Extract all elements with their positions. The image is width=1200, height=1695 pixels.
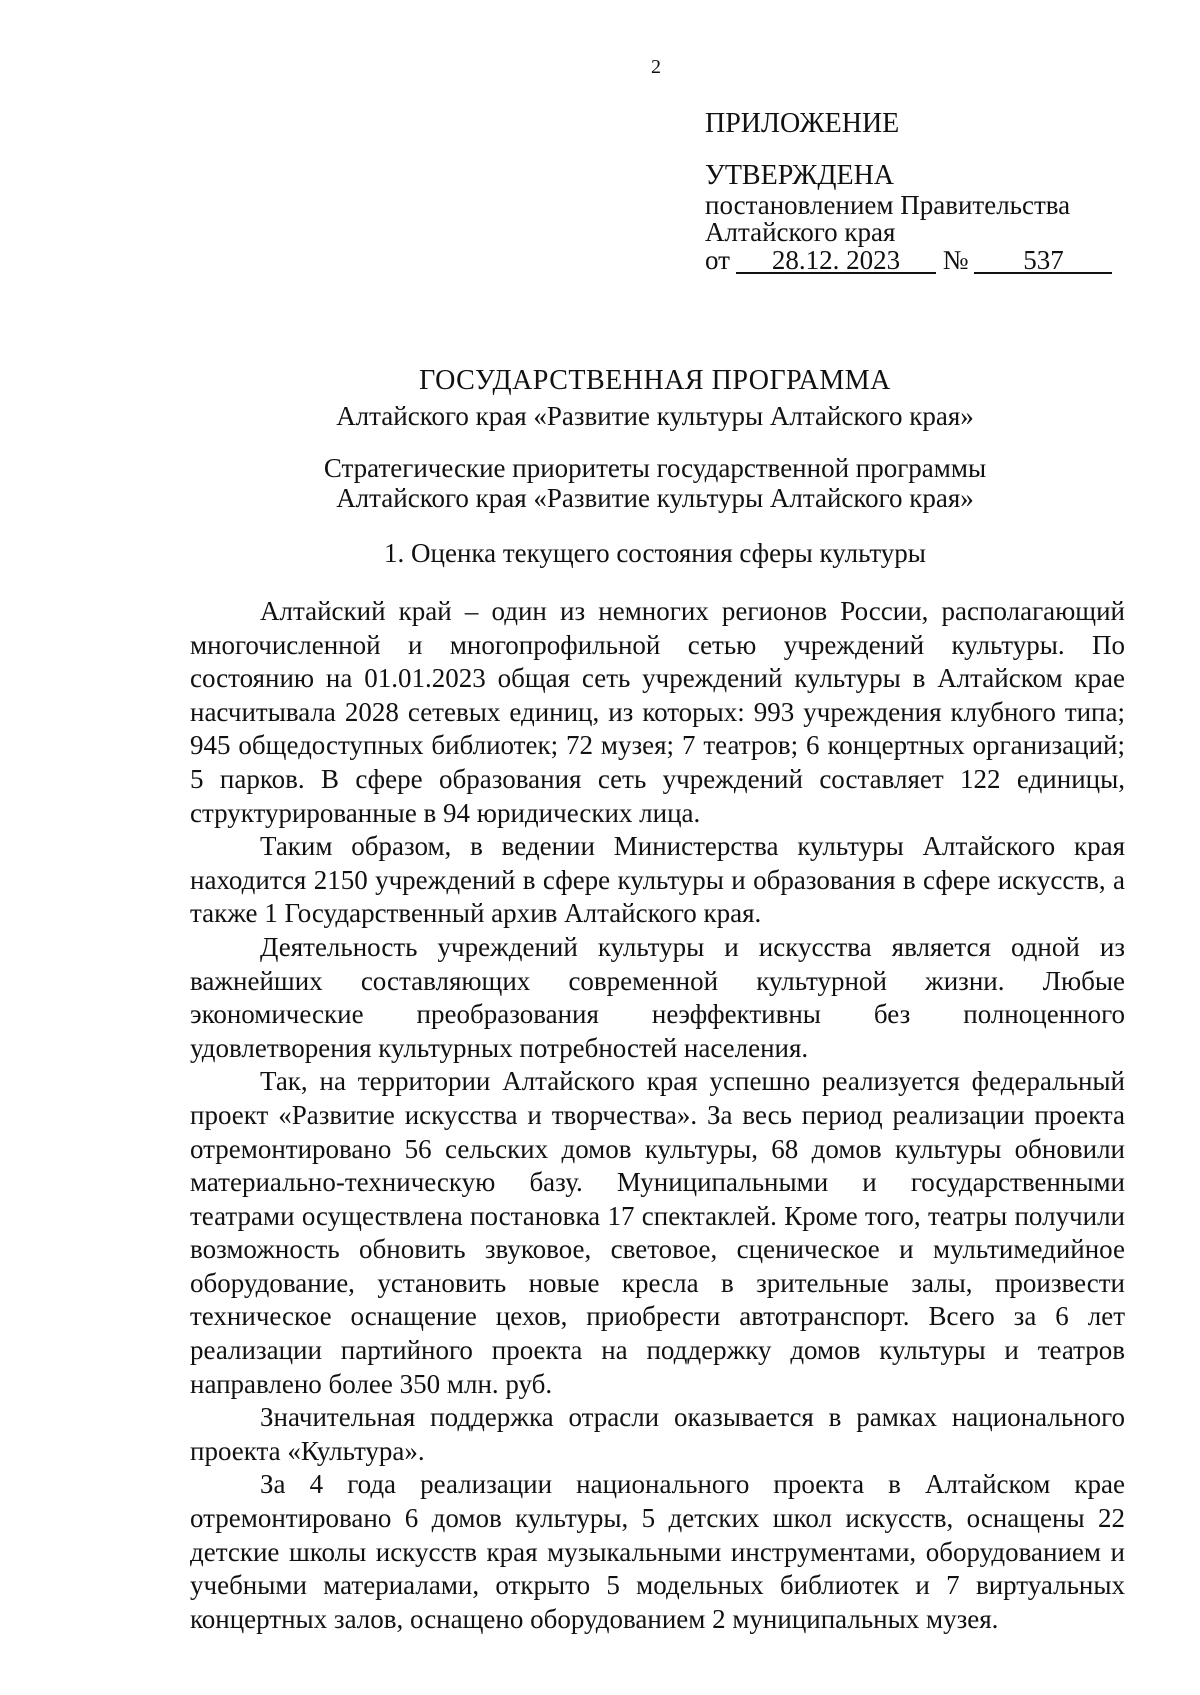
paragraph-5: Значительная поддержка отрасли оказывается в рамках национального проекта «Культура». [190,1402,1125,1466]
approval-line-2: Алтайского края [705,217,896,247]
priorities-line-2: Алтайского края «Развитие культуры Алтайского края» [336,483,974,513]
approved-label: УТВЕРЖДЕНА [705,160,895,191]
paragraph-6: За 4 года реализации национального проекта в Алтайском крае отремонтировано 6 домов культуры, 5 детских школ искусств, оснащены 22 детские школы искусств края музыкальными инструментами, оборудованием и учебными материалами, открыто 5 модельных библиотек и 7 виртуальных концертных залов, оснащено оборудованием 2 муниципальных музея. [190,1469,1125,1634]
appendix-label: ПРИЛОЖЕНИЕ [705,108,900,139]
priorities-heading [185,453,1125,513]
program-title: ГОСУДАРСТВЕННАЯ ПРОГРАММА [419,365,891,396]
paragraph-3: Деятельность учреждений культуры и искусства является одной из важнейших составляющих современной культурной жизни. Любые экономические преобразования неэффективны без полноценного удовлетворения культурных потребностей населения. [190,931,1125,1063]
date-prefix: от [705,245,730,275]
approval-block [705,110,1175,274]
program-name: Алтайского края «Развитие культуры Алтайского края» [336,401,974,431]
number-sign: № [942,245,969,275]
paragraph-2: Таким образом, в ведении Министерства культуры Алтайского края находится 2150 учреждений в сфере культуры и образования в сфере искусств, а также 1 Государственный архив Алтайского края. [190,831,1125,929]
priorities-line-1: Стратегические приоритеты государственной программы [323,453,987,483]
approval-line-1: постановлением Правительства [705,190,1071,220]
body-text [190,595,1125,1636]
page-number: 2 [651,56,661,78]
section-heading: 1. Оценка текущего состояния сферы культуры [384,538,926,568]
approval-date: 28.12. 2023 [736,248,936,274]
approval-number: 537 [974,248,1112,274]
paragraph-1: Алтайский край – один из немногих регионов России, располагающий многочисленной и многопрофильной сетью учреждений культуры. По состоянию на 01.01.2023 общая сеть учреждений культуры в Алтайском крае насчитывала 2028 сетевых единиц, из которых: 993 учреждения клубного типа; 945 общедоступных библиотек; 72 музея; 7 театров; 6 концертных организаций; 5 парков. В сфере образования сеть учреждений составляет 122 единицы, структурированные в 94 юридических лица. [190,596,1125,828]
approval-date-row [705,246,1175,274]
paragraph-4: Так, на территории Алтайского края успешно реализуется федеральный проект «Развитие искусства и творчества». За весь период реализации проекта отремонтировано 56 сельских домов культуры, 68 домов культуры обновили материально-техническую базу. Муниципальными и государственными театрами осуществлена постановка 17 спектаклей. Кроме того, театры получили возможность обновить звуковое, световое, сценическое и мультимедийное оборудование, установить новые кресла в зрительные залы, произвести техническое оснащение цехов, приобрести автотранспорт. Всего за 6 лет реализации партийного проекта на поддержку домов культуры и театров направлено более 350 млн. руб. [190,1066,1125,1399]
